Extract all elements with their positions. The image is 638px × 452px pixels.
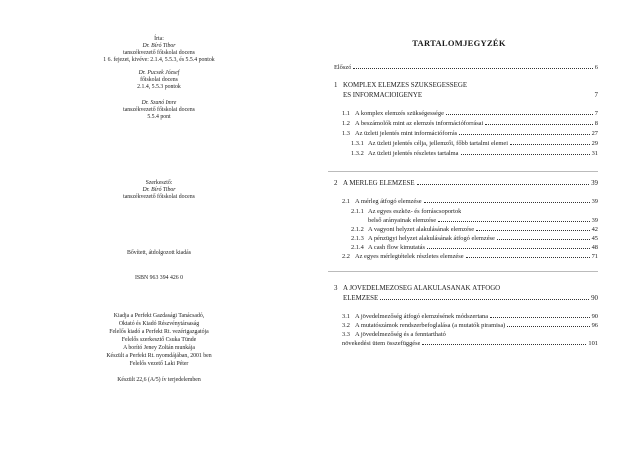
author-contribution: 2.1.4, 5.5.3 pontok xyxy=(137,84,181,90)
toc-entry-label: A cash flow kimutatás xyxy=(368,244,425,251)
toc-entry-number: 3.3 xyxy=(342,331,350,338)
toc-page-number: 7 xyxy=(594,110,598,117)
toc-page-number: 8 xyxy=(594,120,598,127)
toc-chapter-title: KOMPLEX ELEMZÉS SZÜKSÉGESSÉGE xyxy=(343,82,468,89)
toc-chapter-1-continued[interactable] xyxy=(343,92,598,100)
toc-page-number: 7 xyxy=(594,92,598,99)
leader-dots xyxy=(461,154,590,155)
toc-entry-label: Az üzleti jelentés részletes tartalma xyxy=(368,150,459,157)
leader-dots xyxy=(459,134,589,135)
toc-page-number: 6 xyxy=(594,64,598,71)
leader-dots xyxy=(427,248,590,249)
leader-dots xyxy=(497,239,590,240)
toc-entry-label: növekedési ütem összefüggése xyxy=(342,340,421,347)
toc-page-number: 45 xyxy=(591,235,598,242)
toc-entry-number: 1.2 xyxy=(342,120,350,127)
isbn: ISBN 963 394 426 0 xyxy=(135,275,183,281)
toc-entry[interactable] xyxy=(351,208,598,216)
leader-dots xyxy=(476,230,589,231)
toc-entry-number: 1.1 xyxy=(342,110,350,117)
toc-entry-label: A vagyoni helyzet alakulásának elemzése xyxy=(368,226,475,233)
toc-chapter-3[interactable] xyxy=(334,285,598,293)
toc-entry-number: 2.1 xyxy=(342,198,350,205)
toc-entry-eloszo[interactable] xyxy=(334,64,598,72)
leader-dots xyxy=(380,299,589,300)
toc-title: TARTALOMJEGYZÉK xyxy=(412,38,506,48)
toc-entry[interactable] xyxy=(351,226,598,234)
leader-dots xyxy=(417,184,590,185)
leader-dots xyxy=(422,344,586,345)
toc-page-number: 42 xyxy=(591,226,598,233)
toc-page-number: 48 xyxy=(591,244,598,251)
leader-dots xyxy=(424,202,590,203)
left-page xyxy=(0,0,318,452)
editor-name: Dr. Bíró Tibor xyxy=(142,187,176,193)
toc-page-number: 39 xyxy=(591,180,598,187)
leader-dots xyxy=(353,68,592,69)
toc-entry-continued[interactable] xyxy=(368,217,598,225)
toc-chapter-title: A JÖVEDELMEZŐSÉG ALAKULÁSÁNAK ÁTFOGÓ xyxy=(343,285,501,292)
leader-dots xyxy=(485,124,593,125)
author-name: Dr. Pucsek József xyxy=(138,70,180,76)
imprint-line: Oktató és Kiadó Részvénytársaság xyxy=(118,321,200,327)
author-name: Dr. Szanó Imre xyxy=(141,100,177,106)
toc-entry-label: A jövedelmezőség és a fenntartható xyxy=(355,331,446,338)
edition-note: Bővített, átdolgozott kiadás xyxy=(127,250,191,256)
author-name: Dr. Bíró Tibor xyxy=(142,43,176,49)
toc-entry-number: 1.3.2 xyxy=(351,150,364,157)
section-divider xyxy=(328,171,598,172)
toc-page-number: 96 xyxy=(591,322,598,329)
toc-entry-number: 2.1.4 xyxy=(351,244,364,251)
toc-entry-label: Előszó xyxy=(334,64,352,71)
toc-page-number: 101 xyxy=(588,340,598,347)
toc-entry[interactable] xyxy=(342,253,598,261)
toc-entry[interactable] xyxy=(351,235,598,243)
leader-dots xyxy=(490,317,590,318)
leader-dots xyxy=(446,114,593,115)
toc-entry-number: 3.2 xyxy=(342,322,350,329)
toc-entry-number: 1.3.1 xyxy=(351,140,364,147)
toc-entry-label: belső arányainak elemzése xyxy=(368,217,437,224)
author-title: tanszékvezető főiskolai docens xyxy=(123,50,195,56)
toc-entry[interactable] xyxy=(342,110,598,118)
leader-dots xyxy=(438,221,589,222)
imprint-line: Felelős szerkesztő Csuka Tünde xyxy=(121,337,197,343)
toc-page-number: 29 xyxy=(591,140,598,147)
toc-entry[interactable] xyxy=(342,130,598,138)
imprint-line: A borító Jeney Zoltán munkája xyxy=(123,345,195,351)
toc-chapter-title: ÉS INFORMÁCIÓIGÉNYE xyxy=(343,92,423,99)
toc-entry-label: A mutatószámok rendszerbefoglalása (a mutatók piramisa) xyxy=(355,322,506,329)
toc-entry-number: 2.2 xyxy=(342,253,350,260)
author-contribution: 1 6. fejezet, kivéve: 2.1.4, 5.5.3, és 5.5.4 pontok xyxy=(103,57,215,63)
toc-page-number: 71 xyxy=(591,253,598,260)
imprint-line: Készült a Perfekt Rt. nyomdájában, 2001 ben xyxy=(106,353,212,359)
toc-entry-label: Az egyes mérlegtételek részletes elemzése xyxy=(355,253,464,260)
toc-entry-continued[interactable] xyxy=(342,340,598,348)
toc-entry[interactable] xyxy=(342,120,598,128)
toc-chapter-3-continued[interactable] xyxy=(343,295,598,303)
leader-dots xyxy=(510,144,590,145)
editor-title: tanszékvezető főiskolai docens xyxy=(123,194,195,200)
author-title: tanszékvezető főiskolai docens xyxy=(123,107,195,113)
toc-entry-label: A jövedelmezőség átfogó elemzésének módszertana xyxy=(355,313,489,320)
toc-entry[interactable] xyxy=(351,150,598,158)
toc-entry-number: 2.1.2 xyxy=(351,226,364,233)
toc-chapter-2[interactable] xyxy=(334,180,598,188)
toc-chapter-title: ELEMZÉSE xyxy=(343,295,379,302)
toc-page-number: 27 xyxy=(591,130,598,137)
toc-page-number: 31 xyxy=(591,150,598,157)
toc-entry[interactable] xyxy=(351,140,598,148)
toc-entry[interactable] xyxy=(342,322,598,330)
toc-chapter-number: 1 xyxy=(334,82,338,89)
toc-page-number: 90 xyxy=(591,295,598,302)
toc-entry-label: A beszámolók mint az elemzés információforrásai xyxy=(355,120,484,127)
toc-chapter-number: 2 xyxy=(334,180,338,187)
author-title: főiskolai docens xyxy=(140,77,178,83)
toc-page-number: 90 xyxy=(591,313,598,320)
written-by-label: Írta: xyxy=(154,36,164,42)
toc-entry-label: Az egyes eszköz- és forráscsoportok xyxy=(368,208,462,215)
toc-entry[interactable] xyxy=(342,313,598,321)
toc-entry-number: 2.1.3 xyxy=(351,235,364,242)
toc-page-number: 39 xyxy=(591,217,598,224)
toc-entry[interactable] xyxy=(342,198,598,206)
toc-entry-label: A mérleg átfogó elemzése xyxy=(355,198,422,205)
toc-entry[interactable] xyxy=(351,244,598,252)
editor-label: Szerkesztő: xyxy=(145,180,173,186)
toc-chapter-number: 3 xyxy=(334,285,338,292)
toc-entry-number: 3.1 xyxy=(342,313,350,320)
toc-entry-label: Az üzleti jelentés mint információforrás xyxy=(355,130,458,137)
section-divider xyxy=(328,271,598,272)
leader-dots xyxy=(507,326,589,327)
toc-entry-label: A pénzügyi helyzet alakulásának átfogó elemzése xyxy=(368,235,495,242)
toc-page-number: 39 xyxy=(591,198,598,205)
imprint-line: Felelős vezető Laki Péter xyxy=(129,361,189,367)
toc-entry-number: 1.3 xyxy=(342,130,350,137)
toc-chapter-title: A MÉRLEG ELEMZÉSE xyxy=(343,180,415,187)
toc-chapter-1[interactable] xyxy=(334,82,598,90)
toc-entry-label: Az üzleti jelentés célja, jellemzői, főbb tartalmi elemei xyxy=(368,140,509,147)
author-contribution: 5.5.4 pont xyxy=(147,114,171,120)
imprint-line: Felelős kiadó a Perfekt Rt. vezérigazgatója xyxy=(109,329,209,335)
toc-entry-number: 2.1.1 xyxy=(351,208,364,215)
print-size-note: Készült 22,6 (A/5) ív terjedelemben xyxy=(117,377,201,383)
toc-entry[interactable] xyxy=(342,331,598,339)
toc-entry-label: A komplex elemzés szükségessége xyxy=(355,110,444,117)
imprint-line: Kiadja a Perfekt Gazdasági Tanácsadó, xyxy=(113,313,205,319)
leader-dots xyxy=(466,257,590,258)
